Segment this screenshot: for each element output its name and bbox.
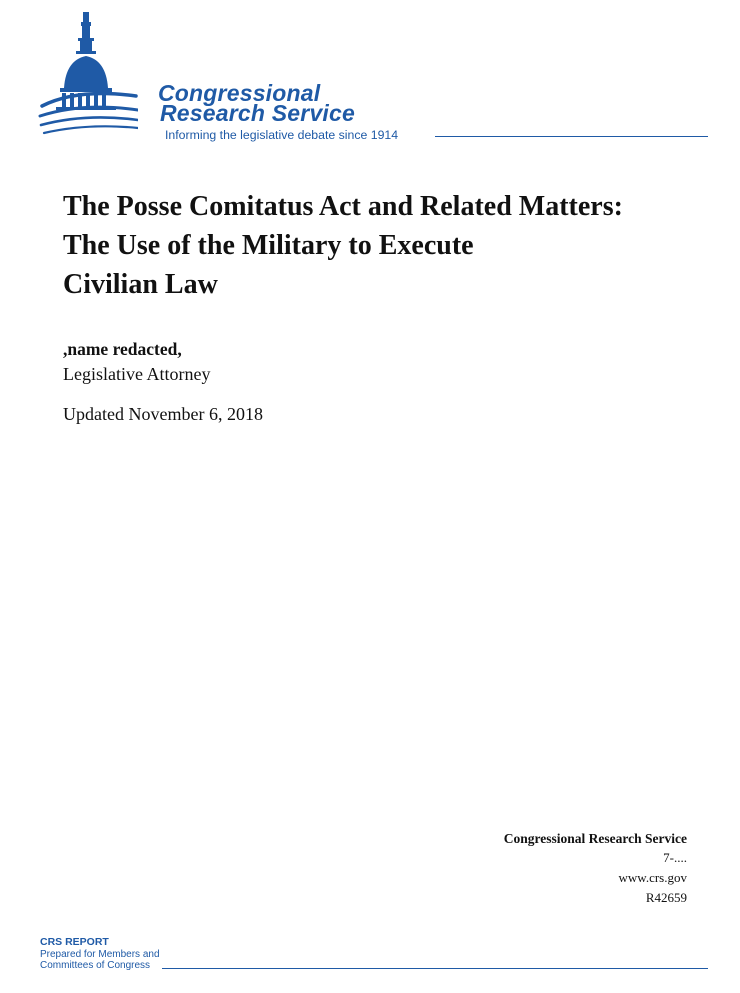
footer-line: Committees of Congress <box>40 960 151 971</box>
title-line: The Use of the Military to Execute <box>63 230 474 261</box>
header-rule <box>435 136 708 137</box>
brand-tagline: Informing the legislative debate since 1914 <box>165 128 399 142</box>
author-name: ,name redacted, <box>63 339 182 359</box>
footer-line: Prepared for Members and <box>40 948 160 960</box>
crs-report-footer <box>40 937 160 972</box>
capitol-dome-icon <box>38 10 138 140</box>
title-line: The Posse Comitatus Act and Related Matters: <box>63 191 623 222</box>
brand-name-line1: Congressional <box>158 80 321 106</box>
author-role: Legislative Attorney <box>63 364 211 384</box>
report-number: R42659 <box>645 890 687 905</box>
report-title <box>63 187 703 304</box>
footer-rule <box>162 968 708 969</box>
title-line: Civilian Law <box>63 269 218 300</box>
footer-label: CRS REPORT <box>40 936 109 948</box>
contact-org: Congressional Research Service <box>503 831 687 846</box>
updated-date: Updated November 6, 2018 <box>63 404 263 424</box>
brand-name-line2: Research Service <box>160 100 356 126</box>
contact-block <box>504 830 687 908</box>
contact-website[interactable]: www.crs.gov <box>618 870 687 885</box>
contact-phone: 7-.... <box>663 850 687 865</box>
